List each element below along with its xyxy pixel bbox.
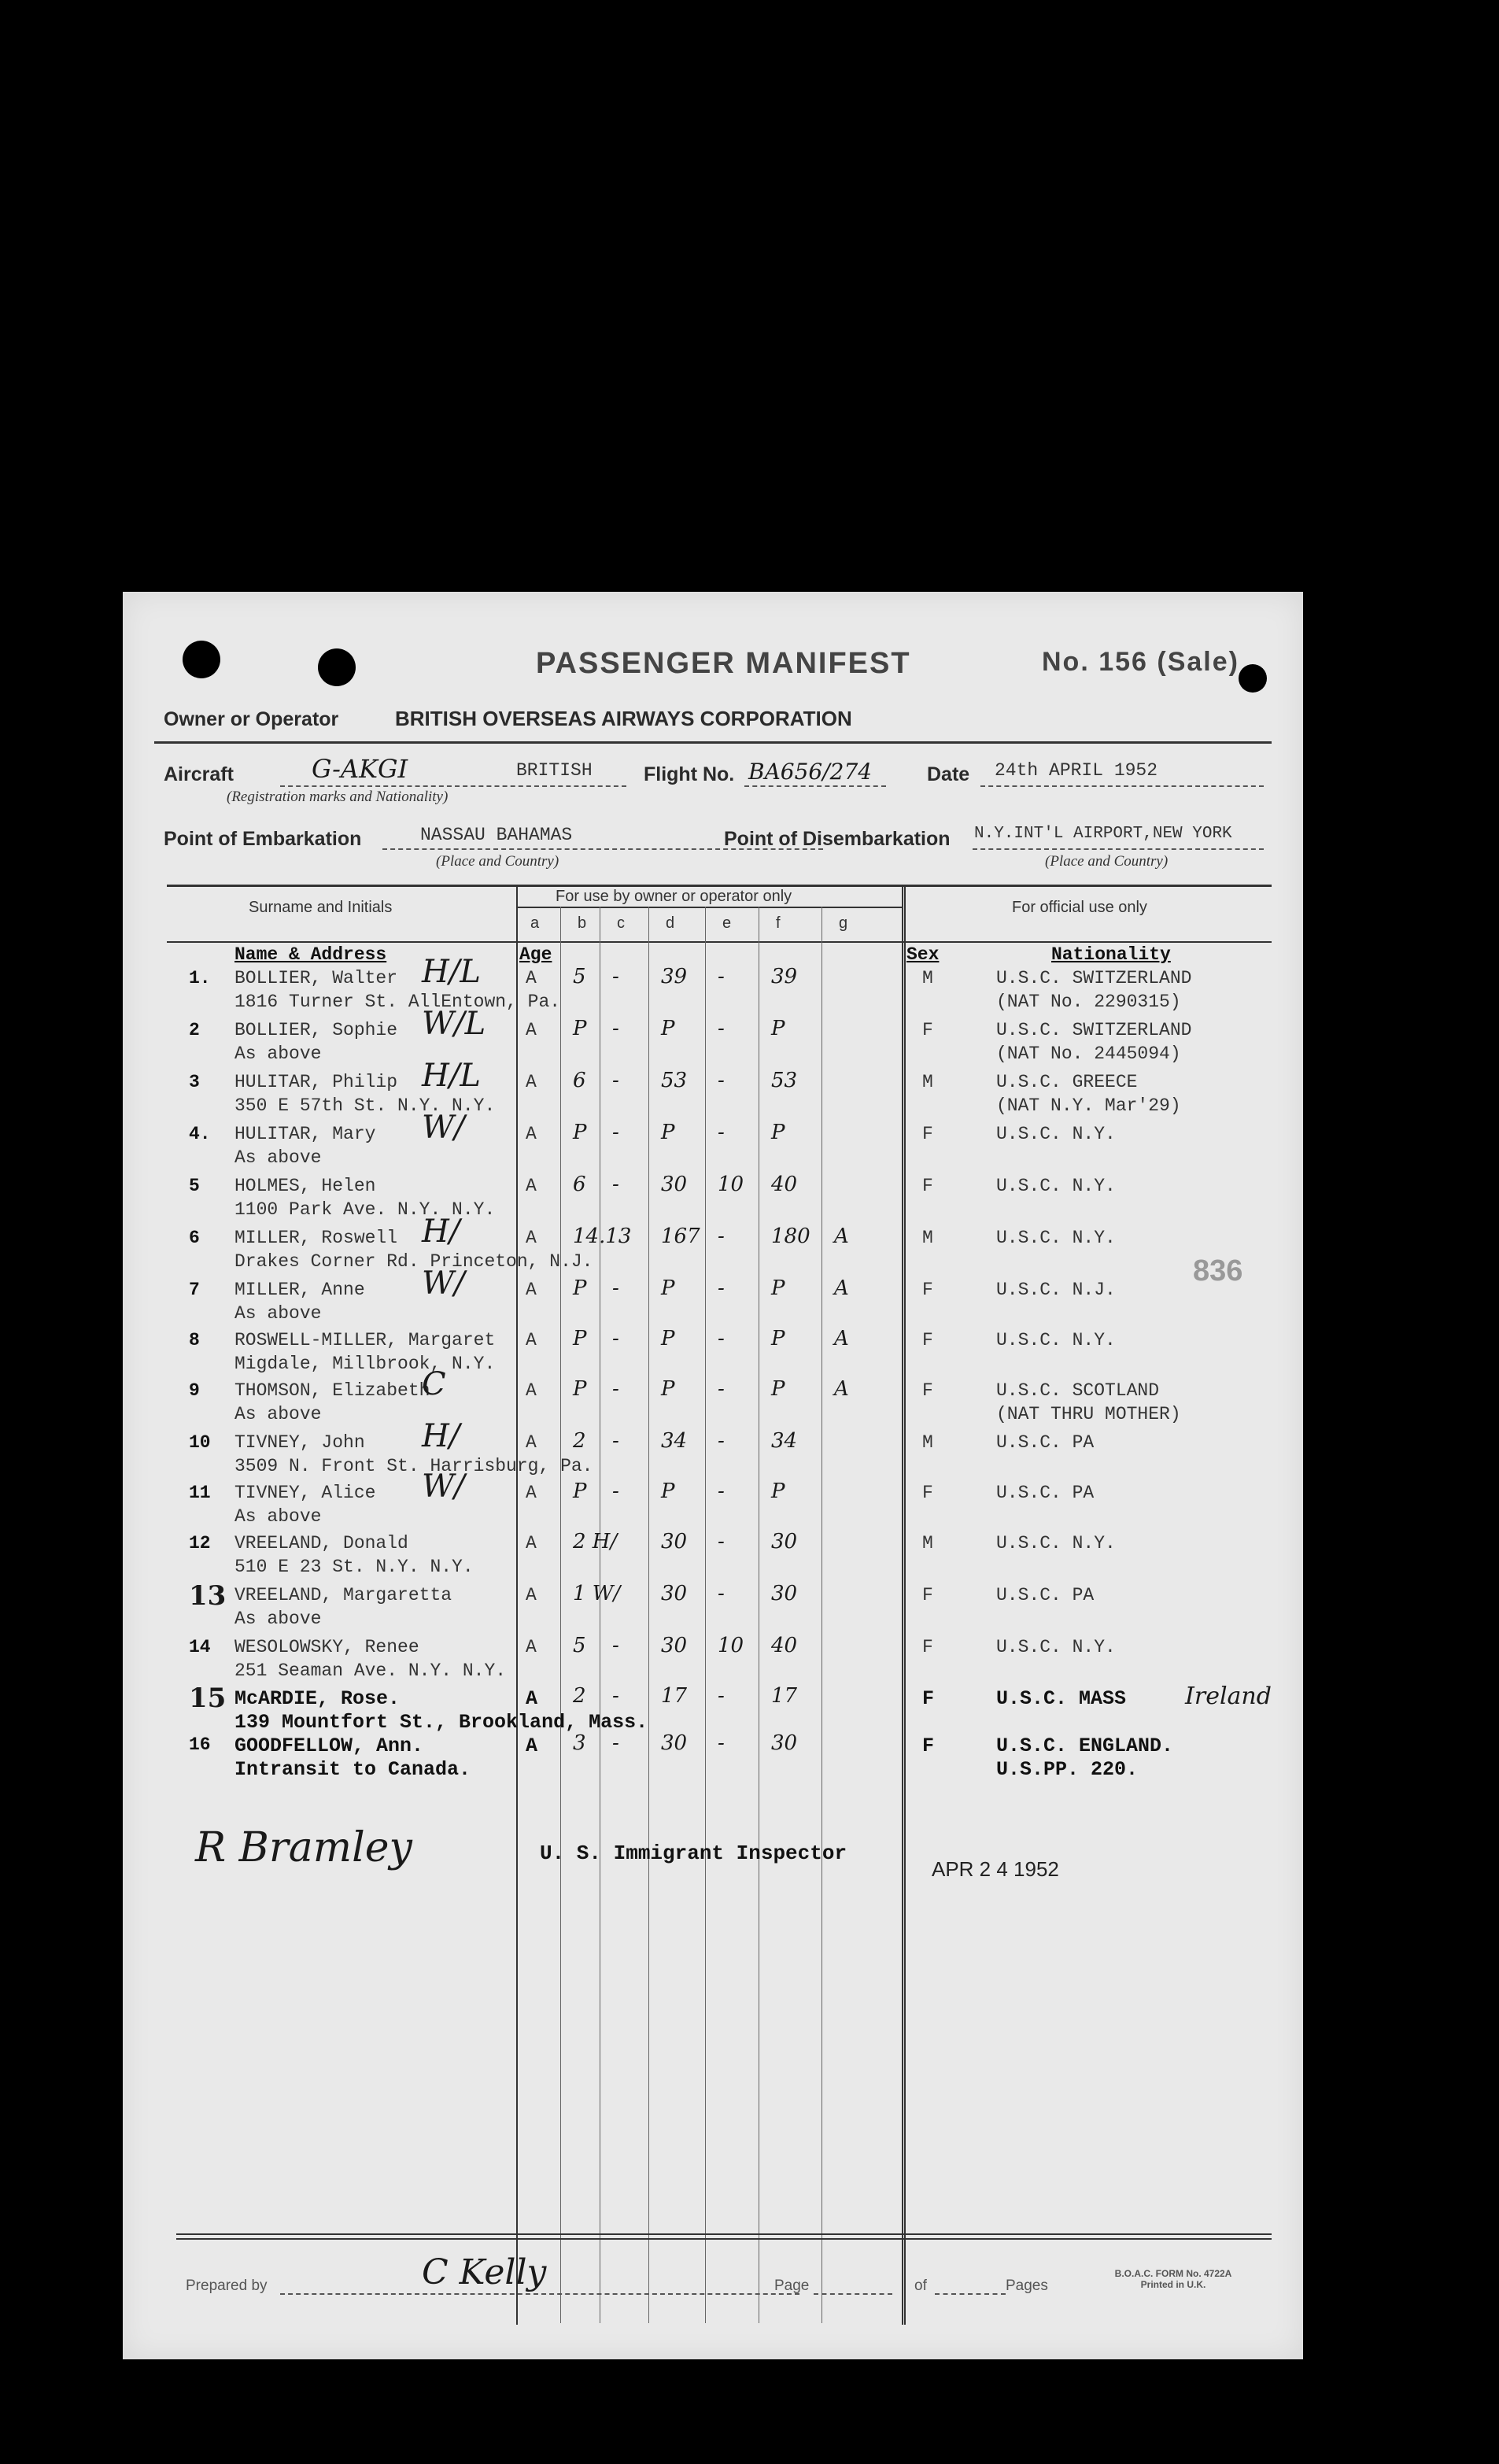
embark-value: NASSAU BAHAMAS <box>420 825 573 845</box>
cell-c: - <box>612 1327 619 1350</box>
passenger-sex: F <box>922 1380 933 1401</box>
cell-a: A <box>526 1176 537 1196</box>
cell-g: A <box>834 1276 849 1300</box>
passenger-address: 139 Mountfort St., Brookland, Mass. <box>234 1711 648 1734</box>
cell-f: P <box>771 1121 785 1144</box>
cell-f: 17 <box>771 1684 798 1708</box>
cell-b: 6 <box>573 1069 586 1092</box>
cell-d: 17 <box>661 1684 688 1708</box>
punch-hole <box>318 648 356 686</box>
cell-d: 30 <box>661 1173 688 1196</box>
cell-e: - <box>718 1530 725 1553</box>
handwritten-mark: H/ <box>422 1418 460 1454</box>
cell-e: - <box>718 1429 725 1453</box>
handwritten-mark: H/L <box>422 1058 481 1094</box>
passenger-sex: F <box>922 1483 933 1503</box>
passenger-sex: F <box>922 1330 933 1350</box>
sub-column-rule <box>648 907 649 2323</box>
handwritten-mark: H/ <box>422 1214 460 1250</box>
cell-c: - <box>612 1731 619 1755</box>
divider <box>980 785 1264 787</box>
passenger-sex: F <box>922 1734 935 1757</box>
cell-a: A <box>526 1228 537 1248</box>
sub-column-rule <box>821 907 822 2323</box>
cell-c: - <box>612 1121 619 1144</box>
inspector-signature: R Bramley <box>195 1824 412 1871</box>
cell-a: A <box>526 968 537 988</box>
aircraft-label: Aircraft <box>164 763 234 785</box>
cell-a: A <box>526 1020 537 1040</box>
cell-f: P <box>771 1480 785 1503</box>
sex-header: Sex <box>906 944 940 965</box>
pages-label: Pages <box>1006 2277 1048 2294</box>
cell-b: 2 H/ <box>573 1530 618 1553</box>
cell-e: - <box>718 1684 725 1708</box>
passenger-nationality: U.S.C. SWITZERLAND <box>996 1020 1192 1040</box>
cell-b: 5 <box>573 965 586 988</box>
cell-f: P <box>771 1276 785 1300</box>
passenger-address: As above <box>234 1404 322 1424</box>
passenger-nationality-detail: (NAT No. 2445094) <box>996 1044 1181 1064</box>
cell-c: - <box>612 1377 619 1401</box>
cell-d: 167 <box>661 1225 700 1248</box>
passenger-nationality-detail: (NAT No. 2290315) <box>996 992 1181 1012</box>
passenger-sex: F <box>922 1124 933 1144</box>
preparer-signature: C Kelly <box>422 2252 547 2292</box>
column-rule <box>902 885 903 2325</box>
cell-f: 30 <box>771 1731 798 1755</box>
row-number: 1. <box>189 968 211 988</box>
cell-c: - <box>612 1684 619 1708</box>
cell-d: P <box>661 1327 675 1350</box>
owner-use-header: For use by owner or operator only <box>556 888 792 905</box>
cell-a: A <box>526 1380 537 1401</box>
disembark-note: (Place and Country) <box>1045 853 1169 870</box>
aircraft-value: G-AKGI <box>312 754 408 784</box>
handwritten-mark: W/ <box>422 1468 465 1505</box>
cell-b: P <box>573 1377 587 1401</box>
column-rule <box>904 885 906 2325</box>
passenger-nationality: U.S.C. N.Y. <box>996 1330 1116 1350</box>
cell-f: 30 <box>771 1582 798 1605</box>
divider <box>280 2293 799 2295</box>
row-number: 5 <box>189 1176 200 1196</box>
sub-column-header: e <box>722 914 732 932</box>
passenger-address: Intransit to Canada. <box>234 1758 471 1781</box>
manifest-sheet <box>123 592 1303 2359</box>
row-number: 8 <box>189 1330 200 1350</box>
sub-column-header: c <box>617 914 625 932</box>
passenger-nationality: U.S.C. MASS <box>996 1687 1127 1710</box>
passenger-address: As above <box>234 1303 322 1324</box>
cell-a: A <box>526 1280 537 1300</box>
owner-label: Owner or Operator <box>164 708 339 730</box>
cell-f: 34 <box>771 1429 798 1453</box>
manifest-number: No. 156 (Sale) <box>1042 647 1239 677</box>
cell-f: P <box>771 1017 785 1040</box>
inspector-label: U. S. Immigrant Inspector <box>540 1842 847 1865</box>
passenger-nationality: U.S.C. SWITZERLAND <box>996 968 1192 988</box>
row-number: 14 <box>189 1637 211 1657</box>
sub-column-header: f <box>776 914 781 932</box>
form-number-text: B.O.A.C. FORM No. 4722A <box>1114 2268 1232 2279</box>
cell-d: 30 <box>661 1634 688 1657</box>
official-use-header: For official use only <box>1012 899 1147 916</box>
passenger-name: BOLLIER, Walter <box>234 968 398 988</box>
cell-a: A <box>526 1432 537 1453</box>
passenger-address: 1816 Turner St. AllEntown, Pa. <box>234 992 561 1012</box>
passenger-nationality-detail: (NAT N.Y. Mar'29) <box>996 1095 1181 1116</box>
passenger-address: 3509 N. Front St. Harrisburg, Pa. <box>234 1456 593 1476</box>
cell-a: A <box>526 1637 537 1657</box>
footer-rule <box>176 2233 1272 2235</box>
passenger-name: ROSWELL-MILLER, Margaret <box>234 1330 496 1350</box>
passenger-nationality: U.S.C. ENGLAND. <box>996 1734 1174 1757</box>
cell-b: P <box>573 1017 587 1040</box>
cell-a: A <box>526 1072 537 1092</box>
cell-d: P <box>661 1017 675 1040</box>
cell-f: 40 <box>771 1634 798 1657</box>
cell-f: 30 <box>771 1530 798 1553</box>
form-number <box>1114 2268 1232 2290</box>
flight-label: Flight No. <box>644 763 735 785</box>
cell-b: 3 <box>573 1731 586 1755</box>
cell-b: 14.13 <box>573 1225 632 1248</box>
table-header-rule <box>167 941 1272 943</box>
passenger-address: 350 E 57th St. N.Y. N.Y. <box>234 1095 496 1116</box>
cell-e: 10 <box>718 1634 744 1657</box>
row-number: 2 <box>189 1020 200 1040</box>
sub-column-rule <box>705 907 706 2323</box>
passenger-sex: F <box>922 1280 933 1300</box>
aircraft-nationality: BRITISH <box>516 760 593 781</box>
cell-f: 180 <box>771 1225 810 1248</box>
passenger-sex: F <box>922 1585 933 1605</box>
passenger-sex: M <box>922 1072 933 1092</box>
cell-f: 53 <box>771 1069 798 1092</box>
cell-b: P <box>573 1276 587 1300</box>
cell-g: A <box>834 1327 849 1350</box>
row-number: 11 <box>189 1483 211 1503</box>
sub-column-header: a <box>530 914 540 932</box>
divider <box>280 785 626 787</box>
cell-f: 40 <box>771 1173 798 1196</box>
cell-a: A <box>526 1533 537 1553</box>
row-number: 12 <box>189 1533 211 1553</box>
cell-c: - <box>612 1276 619 1300</box>
disembark-value: N.Y.INT'L AIRPORT,NEW YORK <box>974 825 1232 843</box>
passenger-address: 510 E 23 St. N.Y. N.Y. <box>234 1557 474 1577</box>
cell-a: A <box>526 1124 537 1144</box>
punch-hole <box>183 641 220 678</box>
passenger-name: THOMSON, Elizabeth <box>234 1380 430 1401</box>
sub-column-header: b <box>578 914 587 932</box>
passenger-sex: M <box>922 968 933 988</box>
embark-label: Point of Embarkation <box>164 828 362 850</box>
cell-a: A <box>526 1585 537 1605</box>
passenger-name: TIVNEY, John <box>234 1432 365 1453</box>
cell-d: 53 <box>661 1069 688 1092</box>
handwritten-mark: C <box>422 1366 446 1402</box>
cell-c: - <box>612 1017 619 1040</box>
passenger-name: VREELAND, Donald <box>234 1533 408 1553</box>
age-header: Age <box>519 944 552 965</box>
passenger-address: As above <box>234 1147 322 1168</box>
passenger-nationality: U.S.C. GREECE <box>996 1072 1138 1092</box>
surname-header: Surname and Initials <box>249 899 393 916</box>
handwritten-mark: H/L <box>422 954 481 990</box>
cell-e: - <box>718 965 725 988</box>
sub-column-rule <box>560 907 561 2323</box>
passenger-name: HOLMES, Helen <box>234 1176 376 1196</box>
passenger-name: BOLLIER, Sophie <box>234 1020 398 1040</box>
cell-b: 1 W/ <box>573 1582 621 1605</box>
cell-a: A <box>526 1734 538 1757</box>
passenger-address: 1100 Park Ave. N.Y. N.Y. <box>234 1199 496 1220</box>
cell-c: - <box>612 965 619 988</box>
passenger-nationality: U.S.C. N.Y. <box>996 1124 1116 1144</box>
cell-b: P <box>573 1121 587 1144</box>
cell-b: P <box>573 1480 587 1503</box>
manifest-title: PASSENGER MANIFEST <box>536 647 911 680</box>
cell-d: P <box>661 1480 675 1503</box>
sub-column-header: g <box>839 914 848 932</box>
cell-d: P <box>661 1121 675 1144</box>
handwritten-mark: W/ <box>422 1110 465 1146</box>
passenger-name: MILLER, Anne <box>234 1280 365 1300</box>
cell-f: P <box>771 1377 785 1401</box>
cell-a: A <box>526 1483 537 1503</box>
cell-b: 5 <box>573 1634 586 1657</box>
divider <box>935 2293 1006 2295</box>
aircraft-note: (Registration marks and Nationality) <box>227 789 449 805</box>
passenger-nationality: U.S.C. N.J. <box>996 1280 1116 1300</box>
owner-value: BRITISH OVERSEAS AIRWAYS CORPORATION <box>395 707 852 730</box>
cell-e: - <box>718 1121 725 1144</box>
prepared-by-label: Prepared by <box>186 2277 268 2294</box>
passenger-name: GOODFELLOW, Ann. <box>234 1734 424 1757</box>
embark-note: (Place and Country) <box>436 853 559 870</box>
row-number: 10 <box>189 1432 211 1453</box>
row-number: 16 <box>189 1734 211 1755</box>
inspector-date: APR 2 4 1952 <box>932 1857 1059 1881</box>
passenger-name: McARDIE, Rose. <box>234 1687 401 1710</box>
cell-e: - <box>718 1069 725 1092</box>
cell-a: A <box>526 1687 538 1710</box>
cell-b: 2 <box>573 1429 586 1453</box>
cell-e: - <box>718 1731 725 1755</box>
cell-e: - <box>718 1377 725 1401</box>
passenger-sex: M <box>922 1533 933 1553</box>
passenger-name: MILLER, Roswell <box>234 1228 398 1248</box>
passenger-address: As above <box>234 1609 322 1629</box>
cell-e: - <box>718 1327 725 1350</box>
name-address-header: Name & Address <box>234 944 387 965</box>
sub-column-header: d <box>666 914 675 932</box>
divider <box>973 848 1264 850</box>
ireland-note: Ireland <box>1185 1683 1272 1710</box>
cell-d: 34 <box>661 1429 688 1453</box>
row-number: 9 <box>189 1380 200 1401</box>
row-number: 15 <box>189 1683 227 1714</box>
handwritten-mark: W/L <box>422 1006 486 1042</box>
passenger-sex: F <box>922 1020 933 1040</box>
table-sub-rule <box>516 907 902 908</box>
passenger-sex: M <box>922 1432 933 1453</box>
cell-g: A <box>834 1377 849 1401</box>
page-label: Page <box>774 2277 810 2294</box>
passenger-address: 251 Seaman Ave. N.Y. N.Y. <box>234 1661 507 1681</box>
row-number: 3 <box>189 1072 200 1092</box>
row-number: 6 <box>189 1228 200 1248</box>
cell-f: P <box>771 1327 785 1350</box>
cell-e: - <box>718 1480 725 1503</box>
passenger-nationality: U.S.C. N.Y. <box>996 1228 1116 1248</box>
cell-b: 6 <box>573 1173 586 1196</box>
row-number: 13 <box>189 1580 227 1612</box>
disembark-label: Point of Disembarkation <box>724 828 951 850</box>
divider <box>744 785 886 787</box>
passenger-nationality: U.S.C. SCOTLAND <box>996 1380 1160 1401</box>
passenger-nationality: U.S.C. PA <box>996 1585 1095 1605</box>
cell-b: P <box>573 1327 587 1350</box>
date-label: Date <box>927 763 970 785</box>
cell-e: - <box>718 1017 725 1040</box>
passenger-name: HULITAR, Mary <box>234 1124 376 1144</box>
passenger-name: TIVNEY, Alice <box>234 1483 376 1503</box>
passenger-nationality-detail: (NAT THRU MOTHER) <box>996 1404 1181 1424</box>
cell-c: - <box>612 1634 619 1657</box>
cell-b: 2 <box>573 1684 586 1708</box>
passenger-nationality: U.S.C. PA <box>996 1432 1095 1453</box>
cell-d: 30 <box>661 1582 688 1605</box>
cell-e: - <box>718 1276 725 1300</box>
cell-c: - <box>612 1429 619 1453</box>
cell-c: - <box>612 1480 619 1503</box>
passenger-name: WESOLOWSKY, Renee <box>234 1637 419 1657</box>
cell-c: - <box>612 1173 619 1196</box>
cell-d: P <box>661 1377 675 1401</box>
punch-hole <box>1239 664 1267 693</box>
passenger-nationality-detail: U.S.PP. 220. <box>996 1758 1139 1781</box>
divider <box>814 2293 892 2295</box>
table-top-rule <box>167 885 1272 887</box>
passenger-sex: F <box>922 1176 933 1196</box>
passenger-name: VREELAND, Margaretta <box>234 1585 452 1605</box>
cell-e: - <box>718 1225 725 1248</box>
cell-c: - <box>612 1069 619 1092</box>
cell-f: 39 <box>771 965 798 988</box>
passenger-address: Migdale, Millbrook, N.Y. <box>234 1354 496 1374</box>
handwritten-mark: W/ <box>422 1265 465 1302</box>
flight-value: BA656/274 <box>748 759 873 785</box>
nationality-header: Nationality <box>1051 944 1171 965</box>
row-number: 7 <box>189 1280 200 1300</box>
passenger-nationality: U.S.C. PA <box>996 1483 1095 1503</box>
cell-a: A <box>526 1330 537 1350</box>
passenger-address: As above <box>234 1044 322 1064</box>
passenger-address: Drakes Corner Rd. Princeton, N.J. <box>234 1251 593 1272</box>
cell-d: 39 <box>661 965 688 988</box>
column-rule <box>516 885 518 2325</box>
divider <box>154 741 1272 744</box>
of-label: of <box>914 2277 927 2294</box>
row-number: 4. <box>189 1124 211 1144</box>
date-value: 24th APRIL 1952 <box>995 760 1158 781</box>
passenger-name: HULITAR, Philip <box>234 1072 398 1092</box>
cell-e: - <box>718 1582 725 1605</box>
passenger-sex: F <box>922 1687 935 1710</box>
cell-d: P <box>661 1276 675 1300</box>
stamp-number: 836 <box>1193 1254 1243 1287</box>
passenger-nationality: U.S.C. N.Y. <box>996 1176 1116 1196</box>
passenger-sex: M <box>922 1228 933 1248</box>
cell-e: 10 <box>718 1173 744 1196</box>
passenger-nationality: U.S.C. N.Y. <box>996 1637 1116 1657</box>
footer-rule <box>176 2238 1272 2240</box>
cell-g: A <box>834 1225 849 1248</box>
passenger-address: As above <box>234 1506 322 1527</box>
cell-d: 30 <box>661 1530 688 1553</box>
passenger-nationality: U.S.C. N.Y. <box>996 1533 1116 1553</box>
printed-text: Printed in U.K. <box>1140 2279 1206 2290</box>
cell-d: 30 <box>661 1731 688 1755</box>
passenger-sex: F <box>922 1637 933 1657</box>
